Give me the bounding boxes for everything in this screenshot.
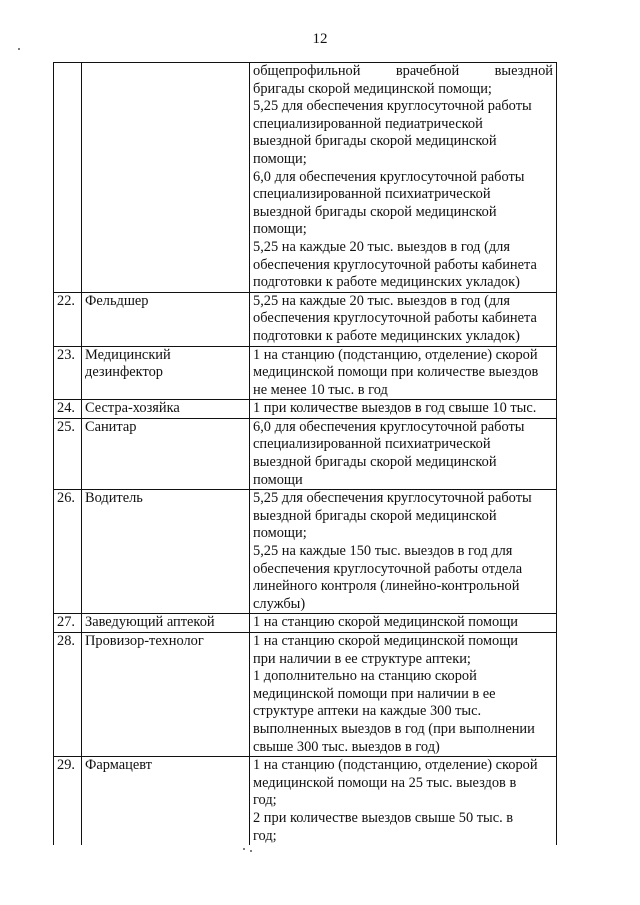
position-cell [82, 490, 250, 614]
position-cell [82, 400, 250, 419]
staffing-norm-line: помощи; [253, 150, 307, 167]
staffing-norm-line: помощи; [253, 525, 307, 542]
staffing-norm-cell [250, 400, 557, 419]
row-number: 24. [57, 400, 75, 417]
staffing-norm-line: 5,25 на каждые 20 тыс. выездов в год (для [253, 238, 510, 255]
table-row [54, 63, 557, 293]
position-title-line: Фармацевт [85, 757, 152, 774]
table-row [54, 614, 557, 633]
staffing-norm-line: не менее 10 тыс. в год [253, 381, 388, 398]
row-number-cell [54, 292, 82, 346]
row-number-cell [54, 490, 82, 614]
row-number: 28. [57, 633, 75, 649]
staffing-norm-line: специализированной психиатрической [253, 186, 491, 203]
staffing-norm-line: общепрофильной врачебной выездной [253, 63, 553, 79]
staffing-norm-line: при наличии в ее структуре аптеки; [253, 650, 471, 667]
position-title-line: дезинфектор [85, 364, 163, 381]
staffing-norm-line: медицинской помощи при количестве выездов [253, 364, 539, 381]
staffing-norm-line: 6,0 для обеспечения круглосуточной работы [253, 168, 525, 185]
staffing-norm-line: специализированной педиатрической [253, 115, 483, 132]
staffing-norm-line: 1 при количестве выездов в год свыше 10 тыс. [253, 400, 537, 417]
position-title-line: Медицинский [85, 346, 171, 363]
staffing-norm-cell [250, 346, 557, 400]
row-number: 23. [57, 346, 75, 363]
table-row [54, 757, 557, 845]
position-cell [82, 292, 250, 346]
row-number: 27. [57, 614, 75, 631]
position-cell [82, 614, 250, 633]
position-title-line: Заведующий аптекой [85, 614, 215, 631]
staffing-norms-table [53, 62, 557, 845]
row-number-cell [54, 614, 82, 633]
row-number-cell [54, 63, 82, 293]
staffing-norm-line: год; [253, 827, 277, 844]
staffing-norm-cell [250, 614, 557, 633]
staffing-norm-cell [250, 490, 557, 614]
row-number: 25. [57, 418, 75, 435]
table-row [54, 490, 557, 614]
staffing-norm-line: службы) [253, 595, 306, 612]
row-number-cell [54, 346, 82, 400]
position-cell [82, 757, 250, 845]
scan-speck [250, 850, 252, 852]
page-number: 12 [312, 31, 328, 47]
position-cell [82, 633, 250, 757]
position-cell [82, 63, 250, 293]
row-number-cell [54, 400, 82, 419]
row-number-cell [54, 757, 82, 845]
staffing-norm-cell [250, 633, 557, 757]
staffing-norm-line: выездной бригады скорой медицинской [253, 203, 497, 220]
staffing-norm-line: 6,0 для обеспечения круглосуточной работы [253, 418, 525, 435]
staffing-norm-line: 1 дополнительно на станцию скорой [253, 668, 477, 685]
staffing-norm-line: выездной бригады скорой медицинской [253, 454, 497, 471]
row-number: 22. [57, 292, 75, 309]
row-number: 26. [57, 490, 75, 507]
row-number-cell [54, 633, 82, 757]
table-row [54, 418, 557, 489]
position-title-line: Фельдшер [85, 292, 149, 309]
row-number-cell [54, 418, 82, 489]
table-row [54, 633, 557, 757]
staffing-norm-cell [250, 418, 557, 489]
staffing-norm-line: 5,25 для обеспечения круглосуточной работы [253, 490, 532, 507]
staffing-norm-line: 2 при количестве выездов свыше 50 тыс. в [253, 809, 514, 826]
table-row [54, 292, 557, 346]
staffing-norm-line: подготовки к работе медицинских укладок) [253, 274, 520, 291]
staffing-norm-line: обеспечения круглосуточной работы кабинета [253, 310, 537, 327]
position-cell [82, 418, 250, 489]
staffing-norm-line: 5,25 на каждые 150 тыс. выездов в год для [253, 543, 513, 560]
staffing-norm-line: подготовки к работе медицинских укладок) [253, 327, 520, 344]
staffing-norm-line: выездной бригады скорой медицинской [253, 507, 497, 524]
staffing-norm-line: бригады скорой медицинской помощи; [253, 80, 492, 97]
position-title-line: Водитель [85, 490, 143, 507]
staffing-norm-line: помощи; [253, 221, 307, 238]
staffing-norm-line: обеспечения круглосуточной работы кабинета [253, 256, 537, 273]
position-title-line: Провизор-технолог [85, 633, 204, 649]
staffing-norm-line: 1 на станцию скорой медицинской помощи [253, 614, 518, 631]
table-body [54, 63, 557, 846]
staffing-norm-cell [250, 63, 557, 293]
staffing-norm-line: 1 на станцию (подстанцию, отделение) скорой [253, 757, 538, 774]
staffing-norm-line: 5,25 для обеспечения круглосуточной работы [253, 98, 532, 115]
staffing-norm-line: выполненных выездов в год (при выполнении [253, 720, 535, 737]
staffing-norm-cell [250, 757, 557, 845]
staffing-norm-line: помощи [253, 471, 303, 488]
position-cell [82, 346, 250, 400]
staffing-norm-line: свыше 300 тыс. выездов в год) [253, 738, 440, 755]
staffing-norm-line: 5,25 на каждые 20 тыс. выездов в год (для [253, 292, 510, 309]
table-row [54, 400, 557, 419]
scan-speck [18, 48, 20, 50]
staffing-norm-line: 1 на станцию (подстанцию, отделение) скорой [253, 346, 538, 363]
staffing-norm-line: структуре аптеки на каждые 300 тыс. [253, 703, 482, 720]
table-row [54, 346, 557, 400]
staffing-norm-line: линейного контроля (линейно-контрольной [253, 578, 520, 595]
staffing-norm-line: обеспечения круглосуточной работы отдела [253, 560, 523, 577]
staffing-norm-line: медицинской помощи на 25 тыс. выездов в [253, 774, 517, 791]
staffing-norm-line: год; [253, 792, 277, 809]
staffing-norm-line: 1 на станцию скорой медицинской помощи [253, 633, 518, 649]
position-title-line: Сестра-хозяйка [85, 400, 180, 417]
staffing-norm-cell [250, 292, 557, 346]
row-number: 29. [57, 757, 75, 774]
staffing-norm-line: специализированной психиатрической [253, 436, 491, 453]
position-title-line: Санитар [85, 418, 137, 435]
staffing-norm-line: выездной бригады скорой медицинской [253, 133, 497, 150]
scan-speck [243, 848, 245, 850]
staffing-norm-line: медицинской помощи при наличии в ее [253, 685, 496, 702]
